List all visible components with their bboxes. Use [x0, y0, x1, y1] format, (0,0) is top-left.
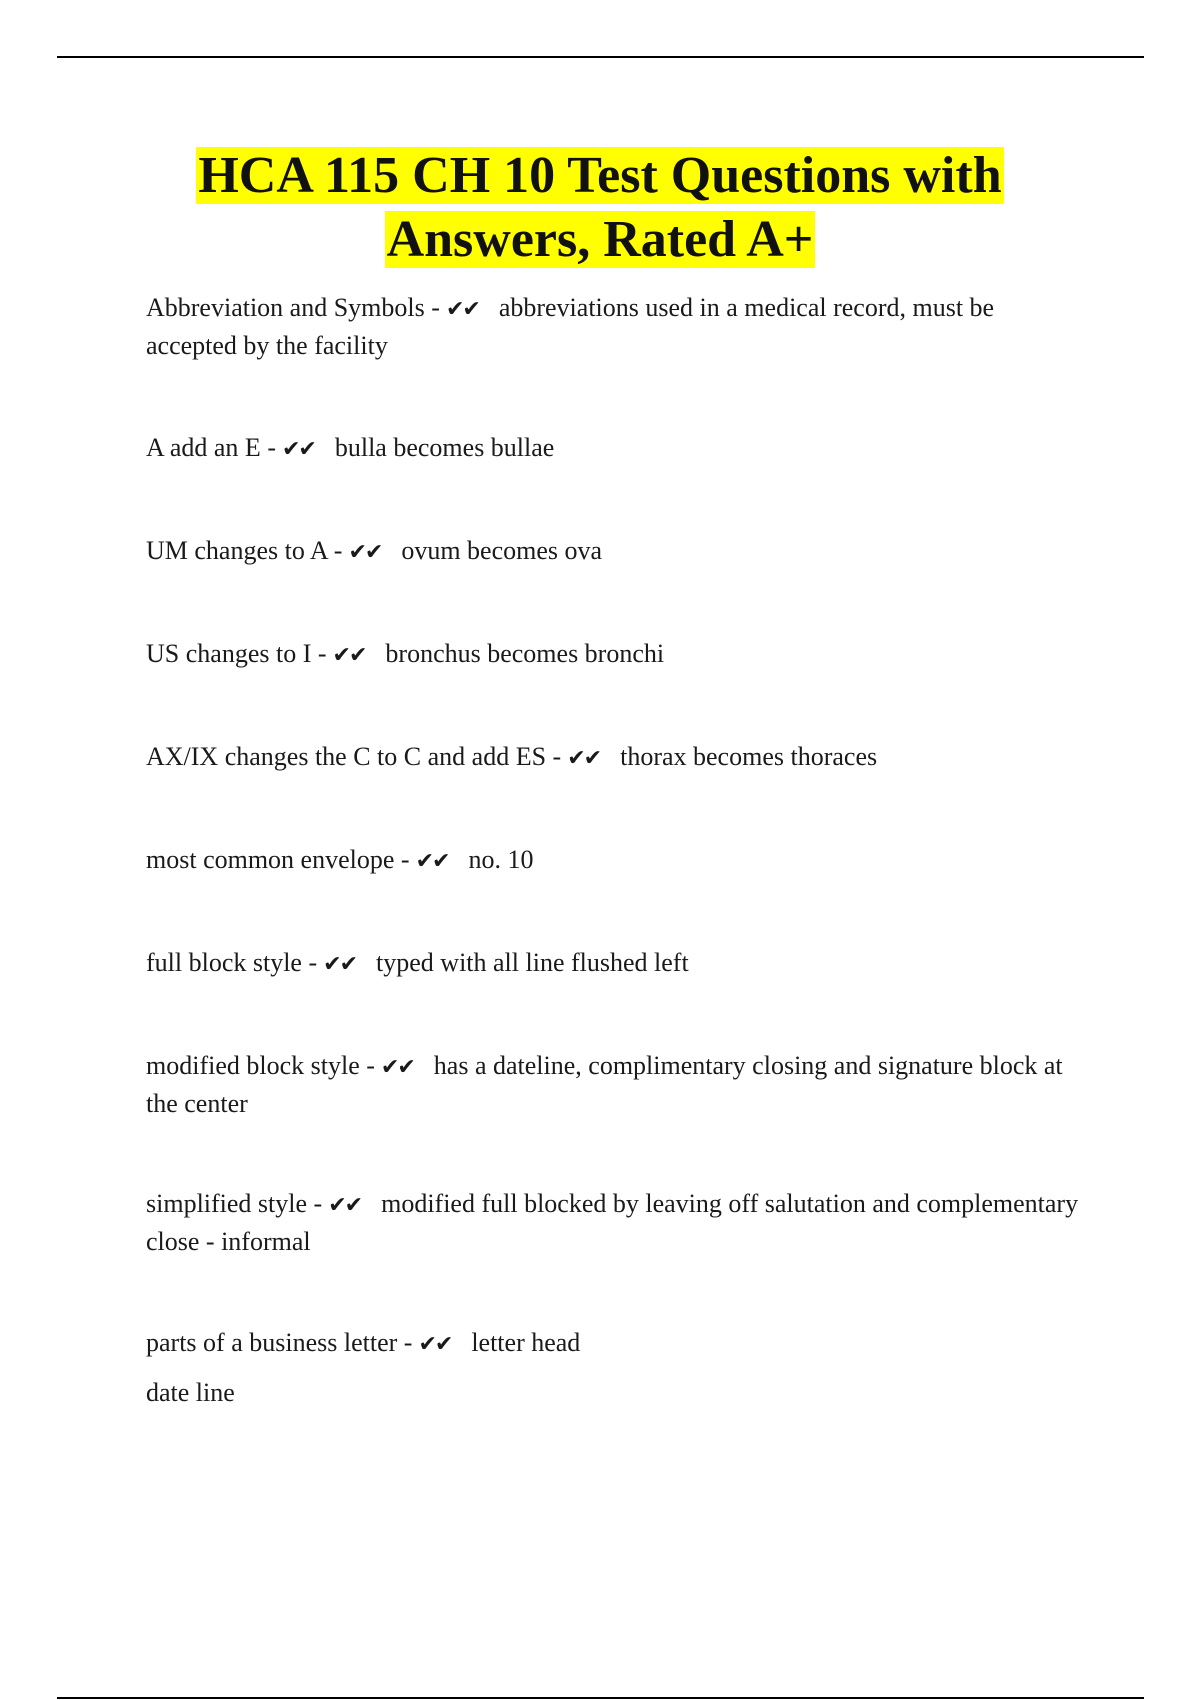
qa-entry-envelope: [146, 842, 1086, 880]
entry-definition: thorax becomes thoraces: [620, 742, 878, 771]
double-check-icon: ✔✔: [380, 1055, 414, 1080]
entry-separator: -: [308, 948, 318, 977]
double-check-icon: ✔✔: [332, 643, 366, 668]
entry-separator: -: [431, 293, 440, 322]
entry-separator: -: [267, 433, 276, 462]
entry-term: Abbreviation and Symbols: [146, 293, 425, 322]
title-line-1: HCA 115 CH 10 Test Questions with: [198, 147, 1002, 204]
entry-term: modified block style: [146, 1051, 360, 1080]
qa-entry-plural-us: [146, 636, 1086, 674]
double-check-icon: ✔✔: [281, 437, 315, 462]
double-check-icon: ✔✔: [328, 1193, 362, 1218]
entry-separator: -: [317, 639, 327, 668]
entry-separator: -: [400, 845, 410, 874]
bottom-rule: [57, 1697, 1144, 1699]
entry-definition: has a dateline, complimentary closing and signature block at the center: [146, 1051, 1063, 1118]
entry-term: A add an E: [146, 433, 261, 462]
double-check-icon: ✔✔: [415, 849, 449, 874]
qa-entry-plural-um: [146, 533, 1086, 571]
qa-entry-modified-block: [146, 1048, 1086, 1122]
entry-definition: no. 10: [468, 845, 534, 874]
entry-term: UM changes to A: [146, 536, 328, 565]
entry-term: most common envelope: [146, 845, 395, 874]
entry-definition: bulla becomes bullae: [334, 433, 555, 462]
double-check-icon: ✔✔: [567, 746, 601, 771]
entry-term: US changes to I: [146, 639, 312, 668]
entry-separator: -: [552, 742, 562, 771]
qa-entry-plural-ax: [146, 739, 1086, 777]
entry-separator: -: [313, 1189, 323, 1218]
qa-entry-plural-a: [146, 430, 1086, 468]
double-check-icon: ✔✔: [348, 540, 382, 565]
entry-definition: letter head: [471, 1328, 581, 1357]
entry-definition: bronchus becomes bronchi: [385, 639, 665, 668]
entry-separator: -: [333, 536, 343, 565]
double-check-icon: ✔✔: [418, 1332, 452, 1357]
double-check-icon: ✔✔: [323, 952, 357, 977]
qa-entry-business-letter: [146, 1325, 1086, 1363]
qa-entry-abbreviations: [146, 290, 1086, 364]
entry-definition: modified full blocked by leaving off salutation and complementary close - informal: [146, 1189, 1079, 1256]
entry-definition: typed with all line flushed left: [376, 948, 689, 977]
entry-definition: abbreviations used in a medical record, must be accepted by the facility: [146, 293, 995, 360]
entry-separator: -: [366, 1051, 375, 1080]
entry-continuation-line: date line: [146, 1378, 235, 1407]
qa-entry-simplified: [146, 1186, 1086, 1260]
double-check-icon: ✔✔: [445, 297, 479, 322]
entry-term: parts of a business letter: [146, 1328, 398, 1357]
entry-definition: ovum becomes ova: [401, 536, 603, 565]
entry-term: AX/IX changes the C to C and add ES: [146, 742, 547, 771]
qa-entry-full-block: [146, 945, 1086, 983]
entry-term: full block style: [146, 948, 302, 977]
entry-term: simplified style: [146, 1189, 308, 1218]
entry-separator: -: [403, 1328, 413, 1357]
title-line-2: Answers, Rated A+: [386, 211, 814, 268]
